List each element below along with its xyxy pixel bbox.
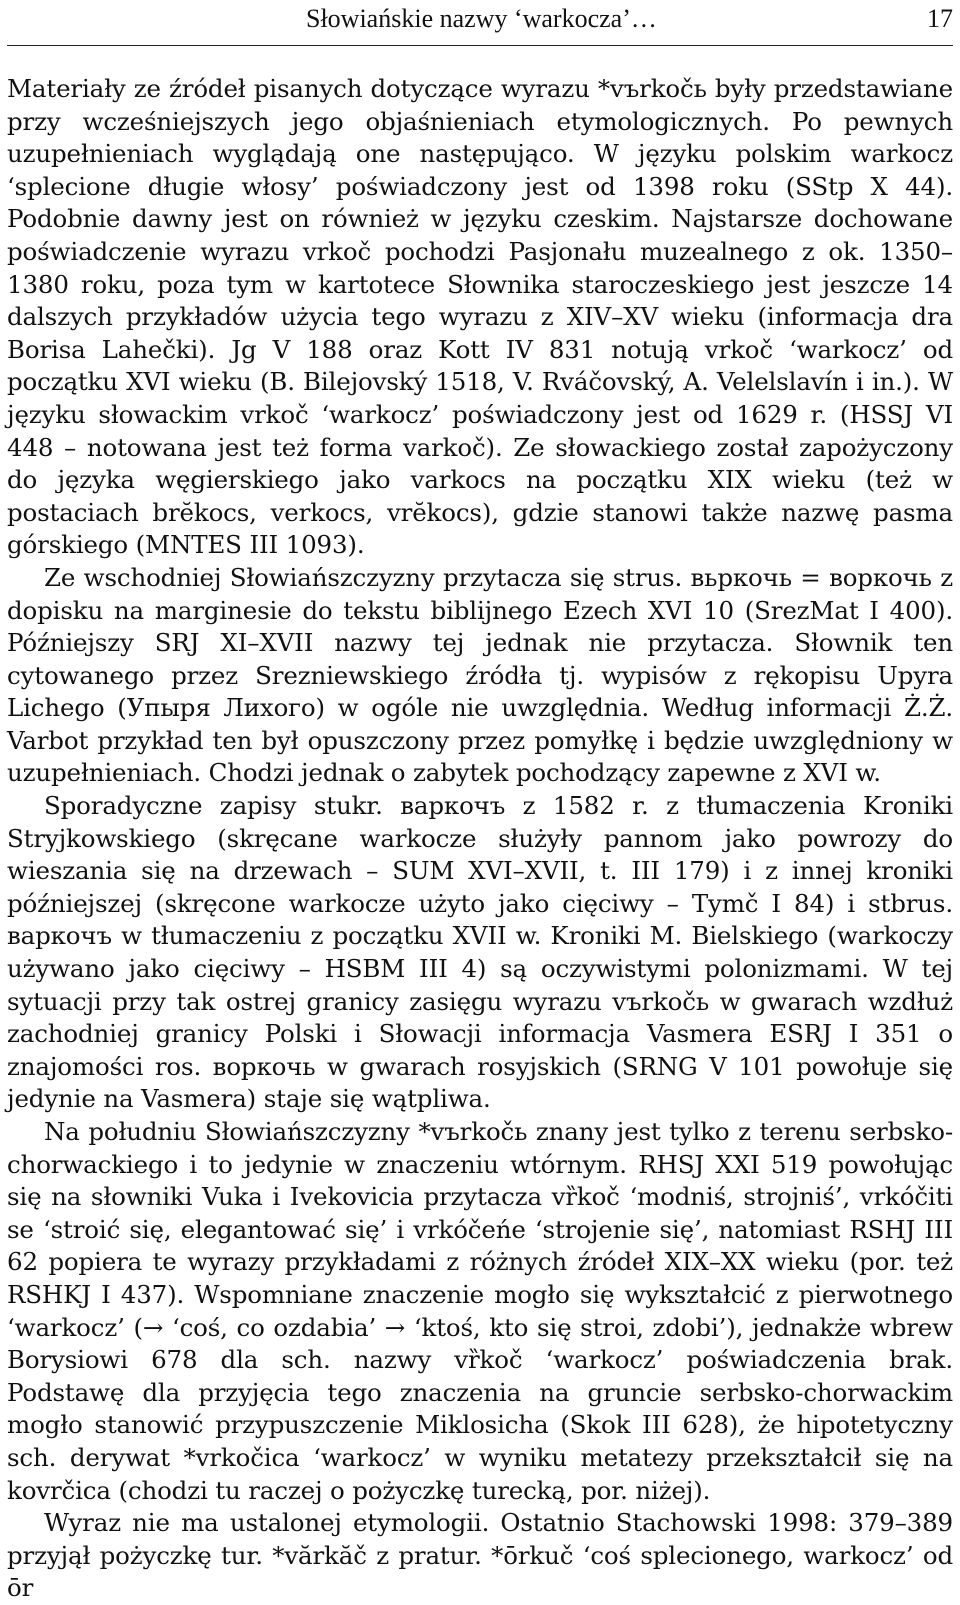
body-text — [7, 73, 953, 1605]
paragraph-south-slavic: Na południu Słowiańszczyzny *vъrkočь znany jest tylko z terenu serbsko-chorwackiego i to jedynie w znaczeniu wtórnym. RHSJ XXI 519 powołując się na słowniki Vuka i Ivekovicia przytacza vȑkoč ‘modniś, strojniś’, vrkóčiti se ‘stroić się, elegantować się’ i vrkóčeńe ‘strojenie się’, natomiast RSHJ III 62 popiera te wyrazy przykładami z różnych źródeł XIX–XX wieku (por. też RSHKJ I 437). Wspomniane znaczenie mogło się wykształcić z pierwotnego ‘warkocz’ (→ ‘coś, co ozdabia’ → ‘ktoś, kto się stroi, zdobi’), jednakże wbrew Borysiowi 678 dla sch. nazwy vȑkoč ‘warkocz’ poświadczenia brak. Podstawę dla przyjęcia tego znaczenia na gruncie serbsko-chorwackim mogło stanowić przypuszczenie Miklosicha (Skok III 628), że hipotetyczny sch. derywat *vrkočica ‘warkocz’ w wyniku metatezy przekształcił się na kovrčica (chodzi tu raczej o pożyczkę turecką, por. niżej). — [7, 1117, 953, 1505]
paragraph-east-slavic: Ze wschodniej Słowiańszczyzny przytacza się strus. вьркочь = воркочь z dopisku na marginesie do tekstu biblijnego Ezech XVI 10 (SrezMat I 400). Późniejszy SRJ XI–XVII nazwy tej jednak nie przytacza. Słownik ten cytowanego przez Srezniewskiego źródła tj. wypisów z rękopisu Upyra Lichego (Упыря Лихого) w ogóle nie uwzględnia. Według informacji Ż.Ż. Varbot przykład ten był opuszczony przez pomyłkę i będzie uwzględniony w uzupełnieniach. Chodzi jednak o zabytek pochodzący zapewne z XVI w. — [7, 562, 953, 788]
page-number: 17 — [927, 4, 953, 33]
paragraph-sporadic-records: Sporadyczne zapisy stukr. варкочъ z 1582 r. z tłumaczenia Kroniki Stryjkowskiego (skręcane warkocze służyły pannom jako powrozy do wieszania się na drzewach – SUM XVI–XVII, t. III 179) i z innej kroniki późniejszej (skręcone warkocze użyto jako cięciwy – Tymč I 84) i stbrus. варкочъ w tłumaczeniu z początku XVII w. Kroniki M. Bielskiego (warkoczy używano jako cięciwy – HSBM III 4) są oczywistymi polonizmami. W tej sytuacji przy tak ostrej granicy zasięgu wyrazu vъrkočь w gwarach wzdłuż zachodniej granicy Polski i Słowacji informacja Vasmera ESRJ I 351 o znajomości ros. воркочь w gwarach rosyjskich (SRNG V 101 powołuje się jedynie na Vasmera) staje się wątpliwa. — [7, 791, 953, 1114]
paragraph-etymology: Wyraz nie ma ustalonej etymologii. Ostatnio Stachowski 1998: 379–389 przyjął pożyczkę tur. *vărkăč z pratur. *ōrkuč ‘coś splecionego, warkocz’ od ōr — [7, 1508, 953, 1603]
running-header — [7, 0, 953, 46]
running-title: Słowiańskie nazwy ‘warkocza’… — [306, 4, 657, 33]
paragraph-materials: Materiały ze źródeł pisanych dotyczące wyrazu *vъrkočь były przedstawiane przy wcześniejszych jego objaśnieniach etymologicznych. Po pewnych uzupełnieniach wyglądają one następująco. W języku polskim warkocz ‘splecione długie włosy’ poświadczony jest od 1398 roku (SStp X 44). Podobnie dawny jest on również w języku czeskim. Najstarsze dochowane poświadczenie wyrazu vrkoč pochodzi Pasjonału muzealnego z ok. 1350–1380 roku, poza tym w kartotece Słownika staroczeskiego jest jeszcze 14 dalszych przykładów użycia tego wyrazu z XIV–XV wieku (informacja dra Borisa Lahečki). Jg V 188 oraz Kott IV 831 notują vrkoč ‘warkocz’ od początku XVI wieku (B. Bilejovský 1518, V. Rváčovský, A. Velelslavín i in.). W języku słowackim vrkoč ‘warkocz’ poświadczony jest od 1629 r. (HSSJ VI 448 – notowana jest też forma varkoč). Ze słowackiego został zapożyczony do języka węgierskiego jako varkocs na początku XIX wieku (też w postaciach brĕkocs, verkocs, vrĕkocs), gdzie stanowi także nazwę pasma górskiego (MNTES III 1093). — [7, 74, 953, 560]
